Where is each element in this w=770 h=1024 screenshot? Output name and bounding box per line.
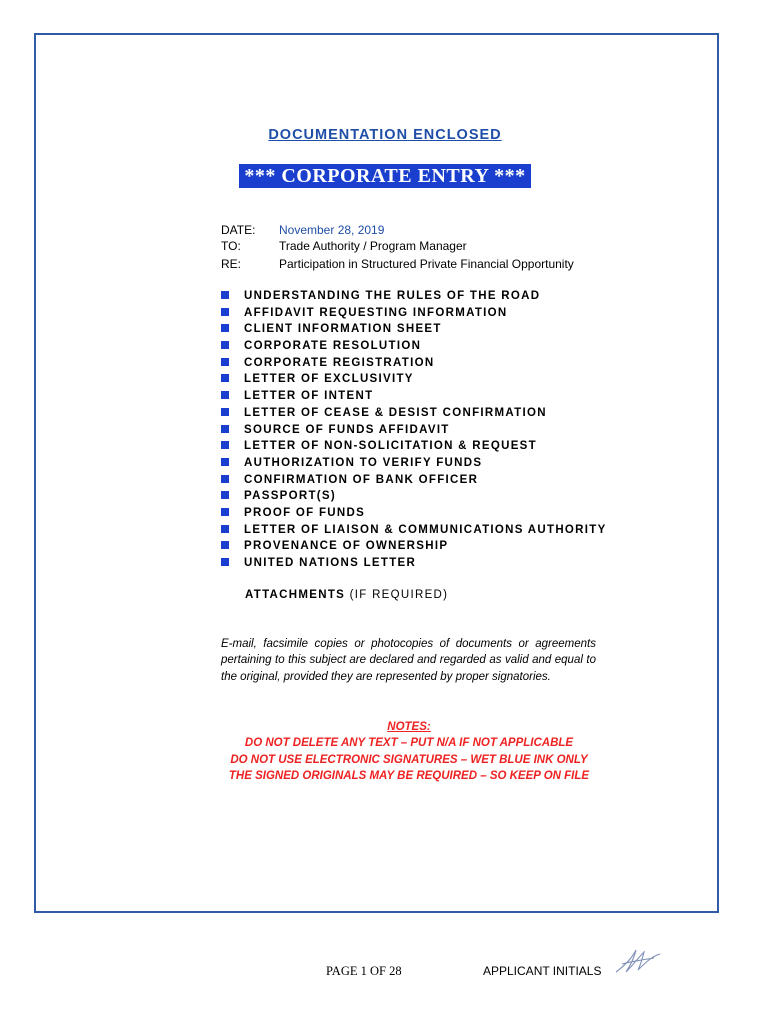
note-line: DO NOT DELETE ANY TEXT – PUT N/A IF NOT APPLICABLE: [244, 737, 574, 750]
list-item: LETTER OF INTENT: [221, 388, 607, 405]
list-item: CORPORATE REGISTRATION: [221, 355, 607, 372]
attachments-note: (IF REQUIRED): [345, 589, 449, 601]
notes-heading: NOTES:: [387, 721, 431, 733]
square-bullet-icon: [221, 358, 229, 366]
list-item: LETTER OF NON-SOLICITATION & REQUEST: [221, 438, 607, 455]
corporate-entry-banner: *** CORPORATE ENTRY ***: [239, 164, 530, 188]
header-to-label: TO:: [221, 239, 241, 253]
list-item: PASSPORT(S): [221, 488, 607, 505]
list-item: CONFIRMATION OF BANK OFFICER: [221, 472, 607, 489]
notes-block: [0, 719, 770, 784]
list-item: SOURCE OF FUNDS AFFIDAVIT: [221, 422, 607, 439]
header-re-label: RE:: [221, 257, 242, 271]
square-bullet-icon: [221, 324, 229, 332]
list-item: CLIENT INFORMATION SHEET: [221, 321, 607, 338]
square-bullet-icon: [221, 508, 229, 516]
list-item: UNDERSTANDING THE RULES OF THE ROAD: [221, 288, 607, 305]
document-title: DOCUMENTATION ENCLOSED: [268, 127, 502, 143]
list-item: LETTER OF CEASE & DESIST CONFIRMATION: [221, 405, 607, 422]
square-bullet-icon: [221, 425, 229, 433]
applicant-initials-label: APPLICANT INITIALS: [483, 964, 602, 978]
attachments-line: [245, 589, 448, 601]
note-line: THE SIGNED ORIGINALS MAY BE REQUIRED – SO KEEP ON FILE: [228, 769, 590, 782]
square-bullet-icon: [221, 341, 229, 349]
list-item: CORPORATE RESOLUTION: [221, 338, 607, 355]
header-to-value: Trade Authority / Program Manager: [279, 239, 467, 253]
square-bullet-icon: [221, 491, 229, 499]
attachments-label: ATTACHMENTS: [245, 589, 346, 601]
square-bullet-icon: [221, 441, 229, 449]
header-re-row: [221, 256, 574, 273]
square-bullet-icon: [221, 408, 229, 416]
banner-container: [0, 164, 770, 188]
header-date-value: November 28, 2019: [279, 223, 385, 237]
square-bullet-icon: [221, 541, 229, 549]
document-checklist: [221, 288, 607, 572]
page-number: PAGE 1 OF 28: [326, 964, 402, 978]
list-item: PROOF OF FUNDS: [221, 505, 607, 522]
square-bullet-icon: [221, 291, 229, 299]
list-item: UNITED NATIONS LETTER: [221, 555, 607, 572]
list-item: PROVENANCE OF OWNERSHIP: [221, 538, 607, 555]
square-bullet-icon: [221, 525, 229, 533]
header-to-row: [221, 238, 467, 255]
square-bullet-icon: [221, 458, 229, 466]
square-bullet-icon: [221, 308, 229, 316]
header-date-label: DATE:: [221, 223, 256, 237]
list-item: LETTER OF LIAISON & COMMUNICATIONS AUTHORITY: [221, 522, 607, 539]
header-date-row: [221, 222, 384, 239]
initials-signature-icon: [614, 946, 664, 976]
validity-paragraph: E-mail, facsimile copies or photocopies of documents or agreements pertaining to this subject are declared and regarded as valid and equal to the original, provided they are represented by proper signatories.: [221, 638, 596, 683]
list-item: LETTER OF EXCLUSIVITY: [221, 371, 607, 388]
list-item: AUTHORIZATION TO VERIFY FUNDS: [221, 455, 607, 472]
square-bullet-icon: [221, 475, 229, 483]
header-re-value: Participation in Structured Private Financial Opportunity: [279, 257, 574, 271]
square-bullet-icon: [221, 558, 229, 566]
square-bullet-icon: [221, 374, 229, 382]
list-item: AFFIDAVIT REQUESTING INFORMATION: [221, 305, 607, 322]
square-bullet-icon: [221, 391, 229, 399]
note-line: DO NOT USE ELECTRONIC SIGNATURES – WET BLUE INK ONLY: [230, 753, 588, 766]
